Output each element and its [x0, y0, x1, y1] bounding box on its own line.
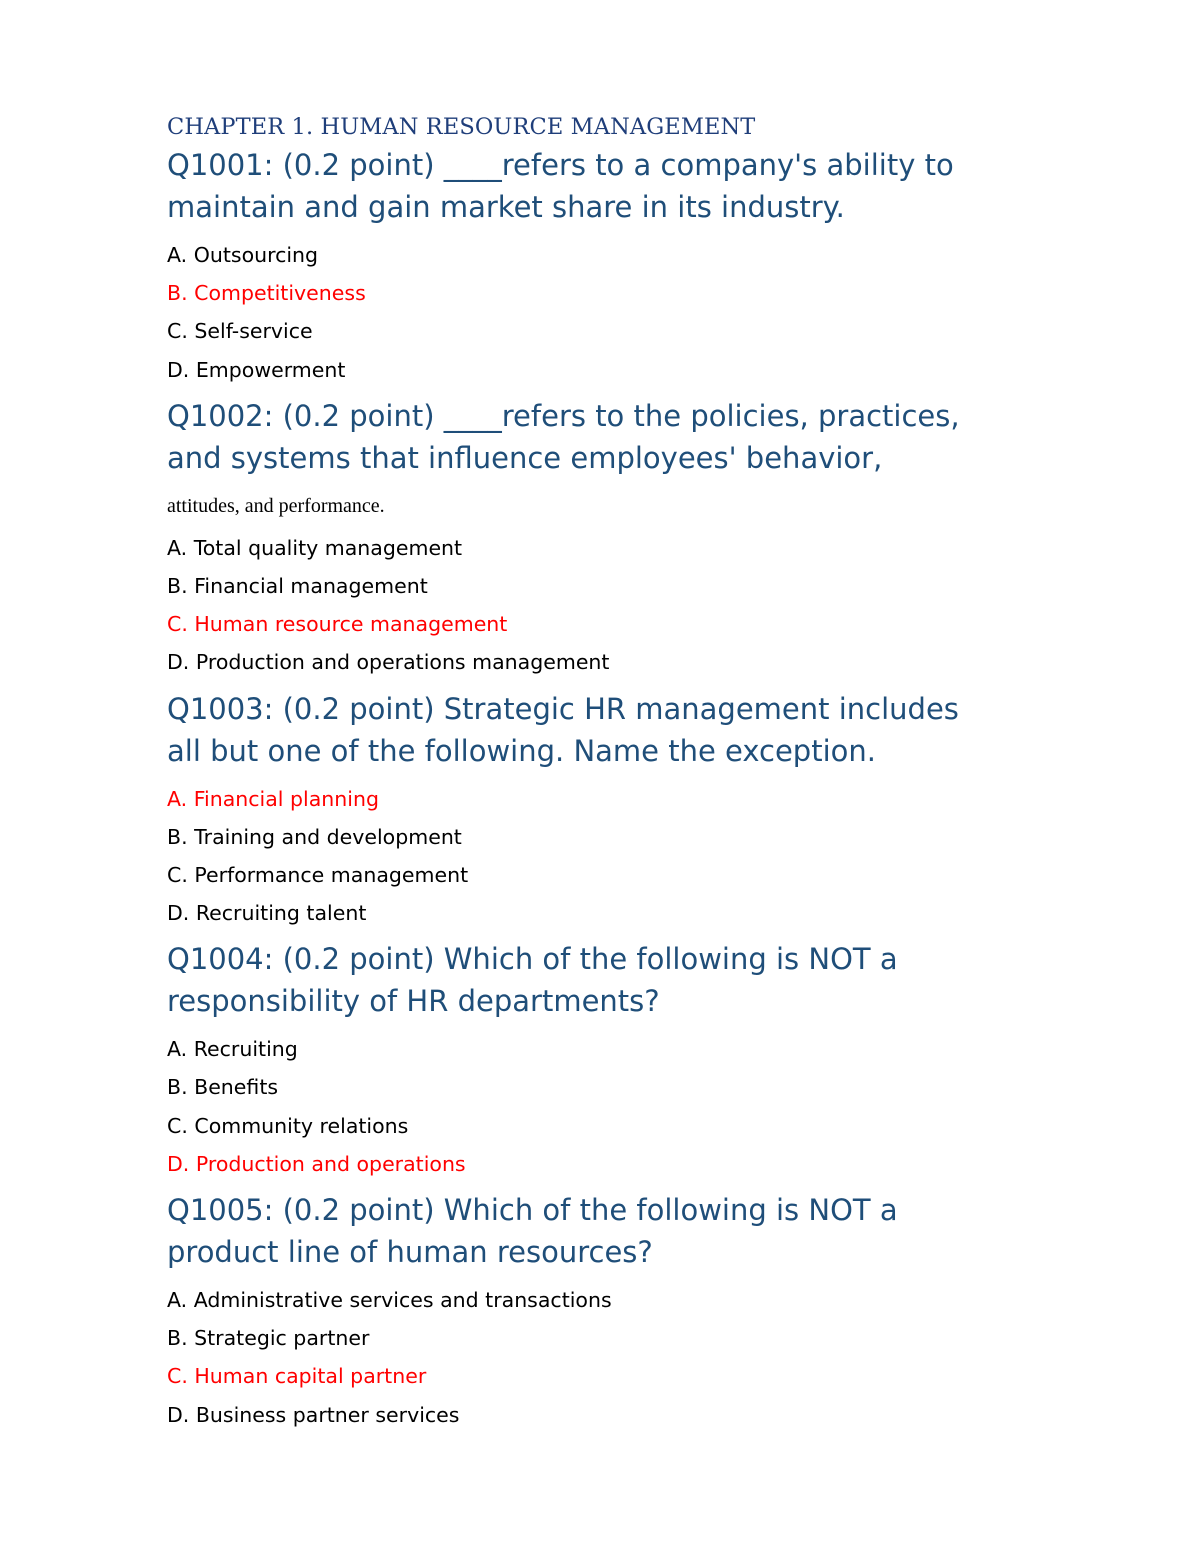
- answer-options: [167, 1281, 1067, 1434]
- correct-answer-option: [167, 1145, 1067, 1183]
- answer-option: [167, 1068, 1067, 1106]
- answer-option: [167, 236, 1067, 274]
- answer-option: [167, 1107, 1067, 1145]
- option-letter: B.: [167, 1075, 188, 1100]
- option-letter: A.: [167, 1037, 188, 1062]
- question-text-line: all but one of the following. Name the exception.: [167, 733, 876, 768]
- answer-options: [167, 780, 1067, 933]
- question-block: [167, 938, 1067, 1183]
- question-text-line: responsibility of HR departments?: [167, 984, 660, 1019]
- answer-option: [167, 894, 1067, 932]
- question-text-line: Q1003: (0.2 point) Strategic HR management includes: [167, 691, 959, 726]
- option-letter: B.: [167, 281, 188, 306]
- question-list: [167, 144, 1067, 1434]
- answer-option: [167, 1319, 1067, 1357]
- option-letter: D.: [167, 901, 190, 926]
- option-letter: C.: [167, 1364, 188, 1389]
- answer-option: [167, 529, 1067, 567]
- question-text-line: Q1005: (0.2 point) Which of the following is NOT a: [167, 1193, 898, 1227]
- option-letter: B.: [167, 824, 188, 849]
- option-label: Recruiting talent: [195, 901, 367, 926]
- option-label: Performance management: [194, 862, 469, 887]
- option-letter: C.: [167, 319, 188, 344]
- question-text-line: and systems that influence employees' behavior,: [167, 440, 883, 475]
- answer-option: [167, 312, 1067, 350]
- answer-option: [167, 567, 1067, 605]
- answer-option: [167, 1030, 1067, 1068]
- answer-options: [167, 1030, 1067, 1183]
- question-block: [167, 1189, 1067, 1434]
- correct-answer-option: [167, 274, 1067, 312]
- option-label: Empowerment: [195, 357, 346, 382]
- option-letter: B.: [167, 1326, 188, 1351]
- question-text-line: Q1002: (0.2 point) ____refers to the policies, practices,: [167, 398, 960, 433]
- answer-option: [167, 643, 1067, 681]
- option-letter: C.: [167, 1113, 188, 1138]
- answer-options: [167, 529, 1067, 682]
- option-label: Self-service: [194, 319, 313, 344]
- correct-answer-option: [167, 780, 1067, 818]
- option-label: Training and development: [194, 824, 462, 849]
- question-text-line: Q1001: (0.2 point) ____refers to a company's ability to: [167, 148, 954, 182]
- question-block: [167, 144, 1067, 389]
- option-label: Business partner services: [195, 1402, 460, 1427]
- option-label: Competitiveness: [194, 281, 366, 306]
- option-letter: C.: [167, 862, 188, 887]
- question-block: [167, 395, 1067, 682]
- option-label: Administrative services and transactions: [193, 1288, 612, 1312]
- option-letter: D.: [167, 357, 190, 382]
- option-letter: D.: [167, 650, 190, 675]
- answer-option: [167, 351, 1067, 389]
- chapter-title: CHAPTER 1. HUMAN RESOURCE MANAGEMENT: [167, 114, 756, 140]
- question-text-line: maintain and gain market share in its industry.: [167, 190, 845, 224]
- answer-option: [167, 1396, 1067, 1434]
- option-label: Financial planning: [193, 786, 379, 811]
- question-block: [167, 688, 1067, 933]
- answer-option: [167, 1281, 1067, 1319]
- option-label: Financial management: [194, 573, 428, 598]
- correct-answer-option: [167, 1357, 1067, 1395]
- option-letter: B.: [167, 573, 188, 598]
- answer-option: [167, 856, 1067, 894]
- option-label: Strategic partner: [194, 1326, 370, 1351]
- option-label: Human resource management: [194, 612, 508, 637]
- correct-answer-option: [167, 605, 1067, 643]
- option-letter: A.: [167, 243, 188, 267]
- answer-option: [167, 818, 1067, 856]
- option-letter: A.: [167, 1288, 188, 1312]
- option-label: Production and operations management: [195, 650, 610, 675]
- option-label: Outsourcing: [193, 243, 319, 267]
- option-label: Recruiting: [193, 1037, 298, 1062]
- option-label: Benefits: [194, 1075, 279, 1100]
- question-text-line: product line of human resources?: [167, 1235, 653, 1269]
- question-text-line: Q1004: (0.2 point) Which of the following is NOT a: [167, 942, 898, 977]
- option-label: Total quality management: [193, 535, 463, 560]
- answer-options: [167, 236, 1067, 389]
- option-letter: A.: [167, 786, 188, 811]
- option-label: Human capital partner: [194, 1364, 427, 1389]
- option-letter: C.: [167, 612, 188, 637]
- option-letter: D.: [167, 1151, 190, 1176]
- document-page: [167, 112, 1067, 1434]
- option-label: Production and operations: [195, 1151, 466, 1176]
- option-letter: D.: [167, 1402, 190, 1427]
- question-text-continuation: attitudes, and performance.: [167, 494, 385, 517]
- option-label: Community relations: [194, 1113, 409, 1138]
- option-letter: A.: [167, 535, 188, 560]
